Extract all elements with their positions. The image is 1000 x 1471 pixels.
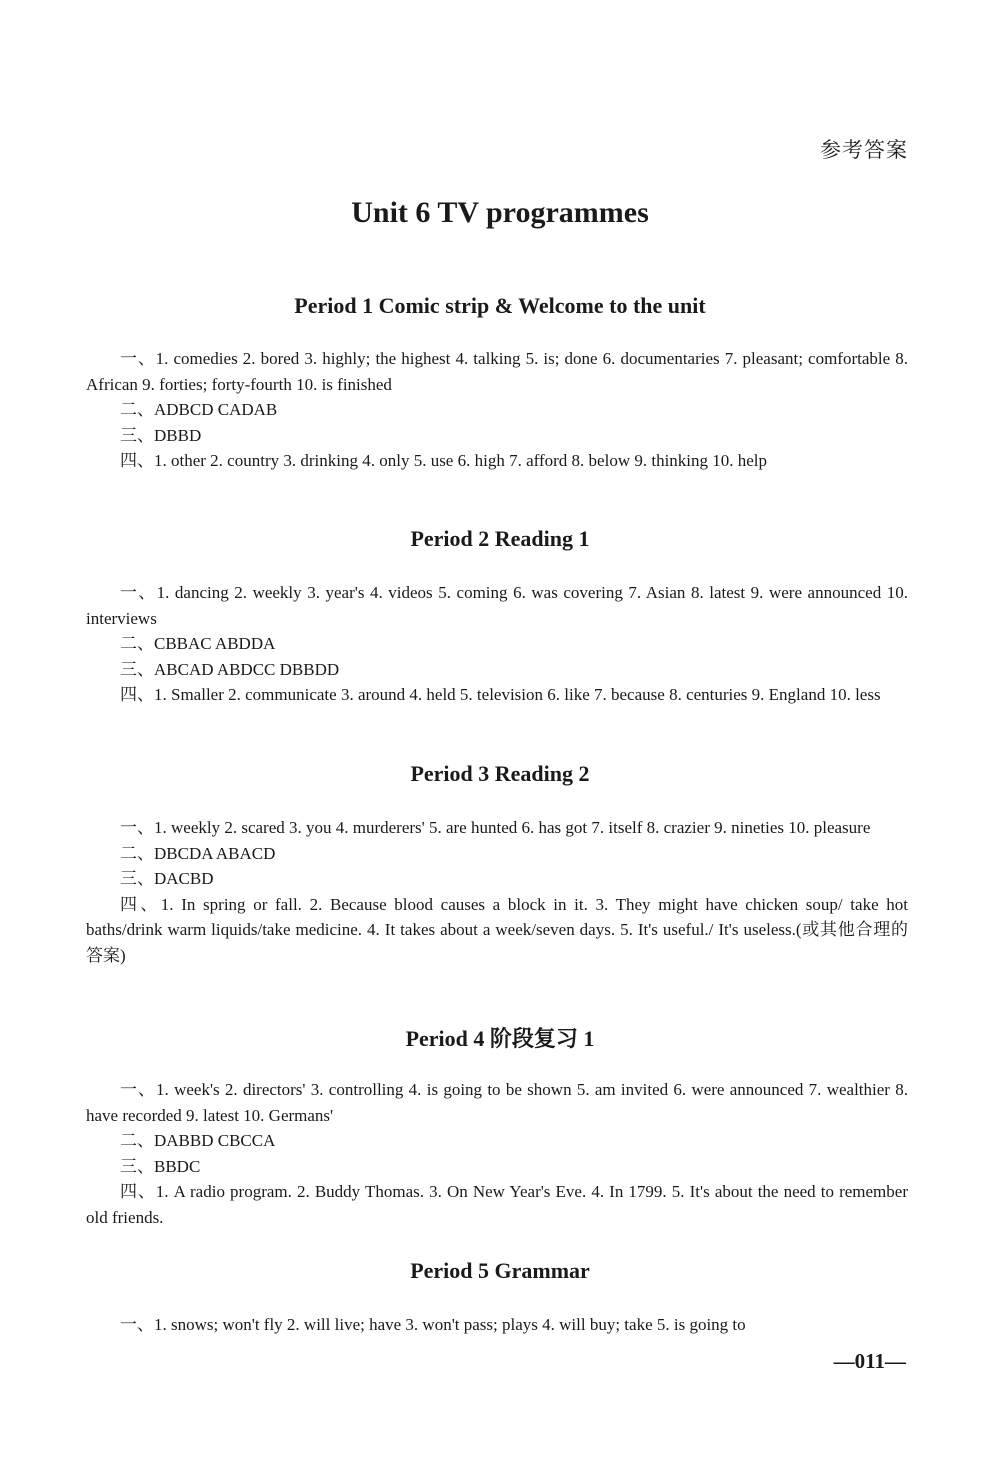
- answer-line: 四、1. Smaller 2. communicate 3. around 4. held 5. television 6. like 7. because 8. centuries 9. England 10. less: [120, 685, 881, 704]
- answer-line: 一、1. week's 2. directors' 3. controlling 4. is going to be shown 5. am invited 6. were announced 7. wealthier 8. have recorded 9. latest 10. Germans': [86, 1080, 908, 1125]
- period-1-answers: [86, 346, 908, 474]
- period-4-answers: [86, 1077, 908, 1230]
- period-1-title: Period 1 Comic strip & Welcome to the unit: [294, 293, 706, 318]
- period-3-title: Period 3 Reading 2: [410, 761, 590, 786]
- answer-line: 二、DBCDA ABACD: [120, 843, 276, 863]
- answer-line: 四、1. other 2. country 3. drinking 4. only 5. use 6. high 7. afford 8. below 9. thinking 10. help: [120, 451, 768, 470]
- answer-line: 一、1. comedies 2. bored 3. highly; the highest 4. talking 5. is; done 6. documentaries 7. pleasant; comfortable 8. African 9. forties; forty-fourth 10. is finished: [86, 349, 908, 394]
- answer-line: 二、ADBCD CADAB: [120, 400, 278, 419]
- answer-line: 三、DACBD: [120, 869, 214, 888]
- answer-line: 四、1. A radio program. 2. Buddy Thomas. 3. On New Year's Eve. 4. In 1799. 5. It's about the need to remember old friends.: [86, 1182, 908, 1227]
- answer-line: 三、ABCAD ABDCC DBBDD: [120, 659, 340, 679]
- answer-line: 二、DABBD CBCCA: [120, 1131, 276, 1150]
- answer-line: 一、1. weekly 2. scared 3. you 4. murderers' 5. are hunted 6. has got 7. itself 8. crazier 9. nineties 10. pleasure: [120, 818, 871, 837]
- period-5-title: Period 5 Grammar: [410, 1258, 590, 1283]
- answer-line: 三、BBDC: [120, 1156, 201, 1176]
- header-label: 参考答案: [820, 138, 908, 162]
- unit-title: Unit 6 TV programmes: [351, 196, 649, 229]
- answer-line: 一、1. dancing 2. weekly 3. year's 4. videos 5. coming 6. was covering 7. Asian 8. latest 9. were announced 10. interviews: [86, 583, 908, 628]
- period-4-title: Period 4 阶段复习 1: [405, 1026, 595, 1051]
- period-2-title: Period 2 Reading 1: [410, 526, 590, 551]
- period-5-answers: [86, 1312, 908, 1338]
- answer-line: 四、1. In spring or fall. 2. Because blood causes a block in it. 3. They might have chicken soup/ take hot baths/drink warm liquids/take medicine. 4. It takes about a week/seven days. 5. It's useful./ It's useless.(或其他合理的答案): [86, 894, 908, 965]
- answer-line: 二、CBBAC ABDDA: [120, 634, 276, 653]
- page-number: —011—: [833, 1349, 906, 1373]
- period-2-answers: [86, 580, 908, 708]
- answer-line: 一、1. snows; won't fly 2. will live; have 3. won't pass; plays 4. will buy; take 5. is going to: [120, 1315, 746, 1334]
- period-3-answers: [86, 815, 908, 968]
- answer-line: 三、DBBD: [120, 425, 202, 445]
